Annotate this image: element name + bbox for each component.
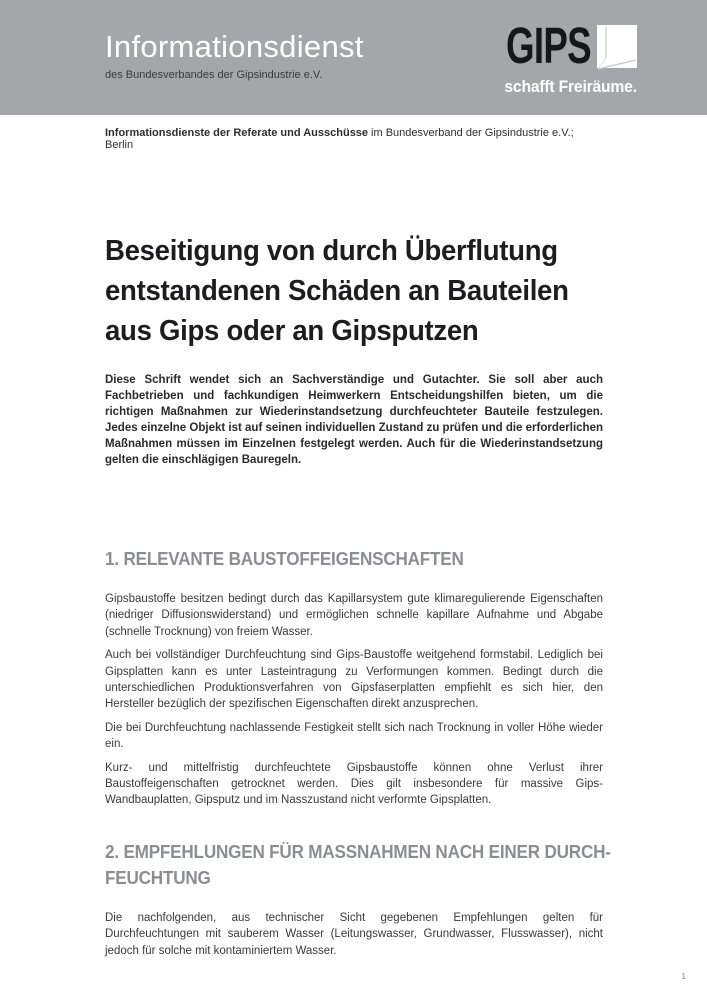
section-1-paragraph: Kurz- und mittelfristig durchfeuchtete Gipsbaustoffe können ohne Verlust ihrer Baustoffeigenschaften getrocknet werden. Dies gilt insbesondere für massive Gips-Wandbauplatten, Gipsputz und im Nasszustand nicht verformte Gipsplatten. [105, 761, 603, 807]
brand-title: Informationsdienst [105, 29, 364, 64]
section-1-paragraph: Die bei Durchfeuchtung nachlassende Festigkeit stellt sich nach Trocknung in voller Höhe wieder ein. [105, 721, 603, 751]
section-1-heading [105, 546, 603, 572]
section-1-paragraph: Gipsbaustoffe besitzen bedingt durch das Kapillarsystem gute klimaregulierende Eigenschaften (niedriger Diffusionswiderstand) und ermöglichen schnelle kapillare Aufnahme und Abgabe (schnelle Trocknung) von freiem Wasser. [105, 593, 603, 638]
document-title-line: aus Gips oder an Gipsputzen [105, 315, 479, 347]
gips-logo-text: GIPS [506, 17, 591, 74]
section-2-heading [105, 839, 611, 891]
document-title-line: entstandenen Schäden an Bauteilen [105, 275, 569, 307]
brand-block [105, 30, 364, 81]
document-title-line: Beseitigung von durch Überflutung [105, 235, 558, 267]
logo-tagline: schafft Freiräume. [504, 78, 637, 96]
content-column [105, 127, 611, 959]
document-title [105, 231, 603, 351]
meta-line-bold: Informationsdienste der Referate und Ausschüsse [105, 127, 369, 139]
section-2-heading-line: FEUCHTUNG [105, 867, 211, 888]
section-2-paragraph: Die nachfolgenden, aus technischer Sicht gegebenen Empfehlungen gelten für Durchfeuchtungen mit sauberem Wasser (Leitungswasser, Grundwasser, Flusswasser), nicht jedoch für solche mit kontaminiertem Wasser. [105, 911, 603, 957]
meta-line-regular: im Bundesverband der Gipsindustrie e.V.; Berlin [105, 127, 574, 151]
open-door-icon [597, 25, 637, 76]
page-number: 1 [681, 972, 686, 981]
meta-line [105, 127, 603, 151]
gips-logo [473, 17, 637, 97]
section-2-heading-line: 2. EMPFEHLUNGEN FÜR MASSNAHMEN NACH EINER DURCH- [105, 841, 611, 862]
section-1-heading-line: 1. RELEVANTE BAUSTOFFEIGENSCHAFTEN [105, 549, 464, 569]
brand-subtitle: des Bundesverbandes der Gipsindustrie e.V. [105, 69, 323, 81]
intro-paragraph: Diese Schrift wendet sich an Sachverständige und Gutachter. Sie soll aber auch Fachbetrieben und fachkundigen Heimwerkern Entscheidungshilfen bieten, um die richtigen Maßnahmen zur Wiederinstandsetzung durchfeuchteter Bauteile festzulegen. Jedes einzelne Objekt ist auf seinen individuellen Zustand zu prüfen und die erforderlichen Maßnahmen müssen im Einzelnen festgelegt werden. Auch für die Wiederinstandsetzung gelten die einschlägigen Bauregeln. [105, 374, 603, 466]
header-band [0, 0, 707, 115]
section-1-paragraph: Auch bei vollständiger Durchfeuchtung sind Gips-Baustoffe weitgehend formstabil. Lediglich bei Gipsplatten kann es unter Lasteintragung zu Verformungen kommen. Bedingt durch die unterschiedlichen Produktionsverfahren von Gipsfaserplatten empfiehlt es sich hier, den Hersteller bezüglich der spezifischen Eigenschaften direkt anzusprechen. [105, 649, 603, 711]
